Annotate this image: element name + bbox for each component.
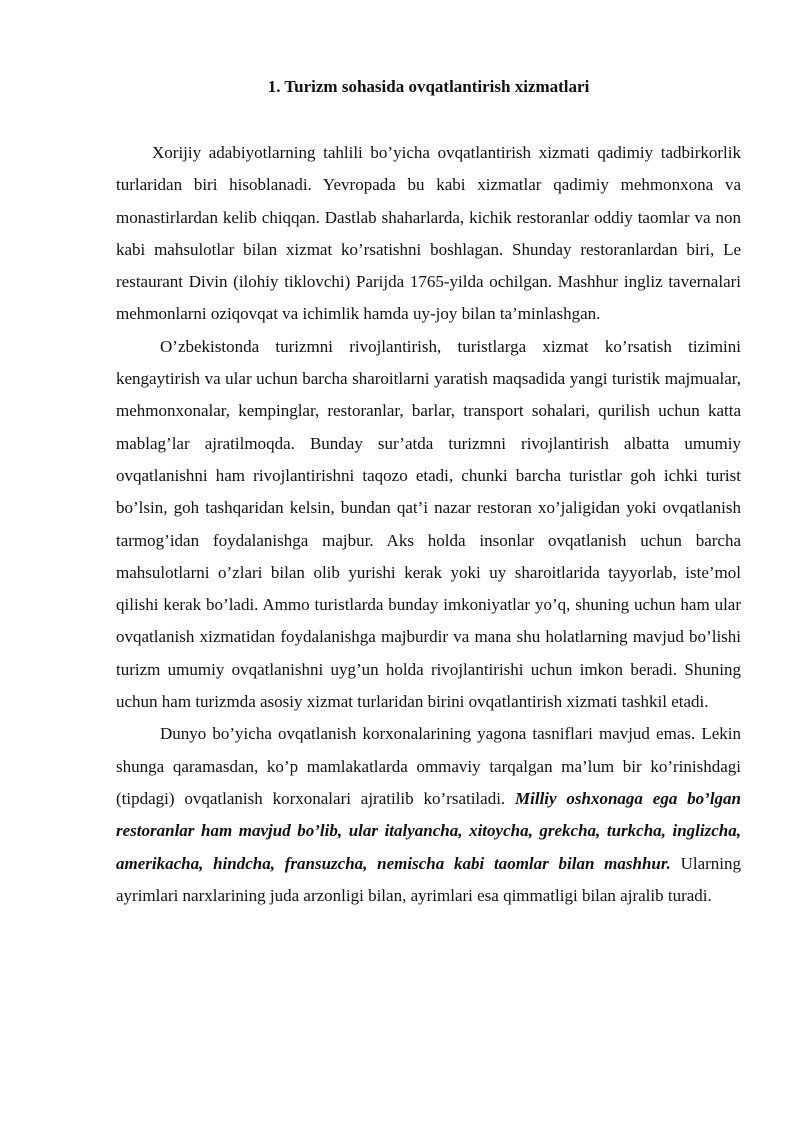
classification-emphasis-text: Milliy oshxonaga ega bo’lgan restoranlar ham mavjud bo’lib, ular italyancha, xitoycha, grekcha, turkcha, inglizcha, amerikacha, hindcha, fransuzcha, nemischa kabi taomlar bilan mashhur. bbox=[116, 788, 741, 873]
paragraph-history: Xorijiy adabiyotlarning tahlili bo’yicha ovqatlantirish xizmati qadimiy tadbirkorlik turlaridan biri hisoblanadi. Yevropada bu kabi xizmatlar qadimiy mehmonxona va monastirlardan kelib chiqqan. Dastlab shaharlarda, kichik restoranlar oddiy taomlar va non kabi mahsulotlar bilan xizmat ko’rsatishni boshlagan. Shunday restoranlardan biri, Le restaurant Divin (ilohiy tiklovchi) Parijda 1765-yilda ochilgan. Mashhur ingliz tavernalari mehmonlarni oziqovqat va ichimlik hamda uy-joy bilan ta’minlashgan. bbox=[116, 143, 741, 324]
classification-tail-text: Ularning ayrimlari narxlarining juda arzonligi bilan, ayrimlari esa qimmatligi bilan ajralib turadi. bbox=[116, 853, 742, 905]
paragraph-classification bbox=[116, 718, 741, 912]
section-heading: 1. Turizm sohasida ovqatlantirish xizmatlari bbox=[267, 77, 590, 96]
document-body bbox=[116, 137, 741, 912]
paragraph-uzbekistan-tourism: O’zbekistonda turizmni rivojlantirish, turistlarga xizmat ko’rsatish tizimini kengaytirish va ular uchun barcha sharoitlarni yaratish maqsadida yangi turistik majmualar, mehmonxonalar, kempinglar, restoranlar, barlar, transport sohalari, qurilish uchun katta mablag’lar ajratilmoqda. Bunday sur’atda turizmni rivojlantirish albatta umumiy ovqatlanishni ham rivojlantirishni taqozo etadi, chunki barcha turistlar goh ichki turist bo’lsin, goh tashqaridan kelsin, bundan qat’i nazar restoran xo’jaligidan yoki ovqatlanish tarmog’idan foydalanishga majbur. Aks holda insonlar ovqatlanish uchun barcha mahsulotlarni o’zlari bilan olib yurishi kerak yoki uy sharoitlarida tayyorlab, iste’mol qilishi kerak bo’ladi. Ammo turistlarda bunday imkoniyatlar yo’q, shuning uchun ham ular ovqatlanish xizmatidan foydalanishga majburdir va mana shu holatlarning mavjud bo’lishi turizm umumiy ovqatlanishni uyg’un holda rivojlantirishi uchun imkon beradi. Shuning uchun ham turizmda asosiy xizmat turlaridan birini ovqatlantirish xizmati tashkil etadi. bbox=[116, 336, 741, 712]
classification-intro-text: Dunyo bo’yicha ovqatlanish korxonalarining yagona tasniflari mavjud emas. Lekin shunga qaramasdan, ko’p mamlakatlarda ommaviy tarqalgan ma’lum bir ko’rinishdagi (tipdagi) ovqatlanish korxonalari ajratilib ko’rsatiladi. bbox=[116, 724, 741, 808]
